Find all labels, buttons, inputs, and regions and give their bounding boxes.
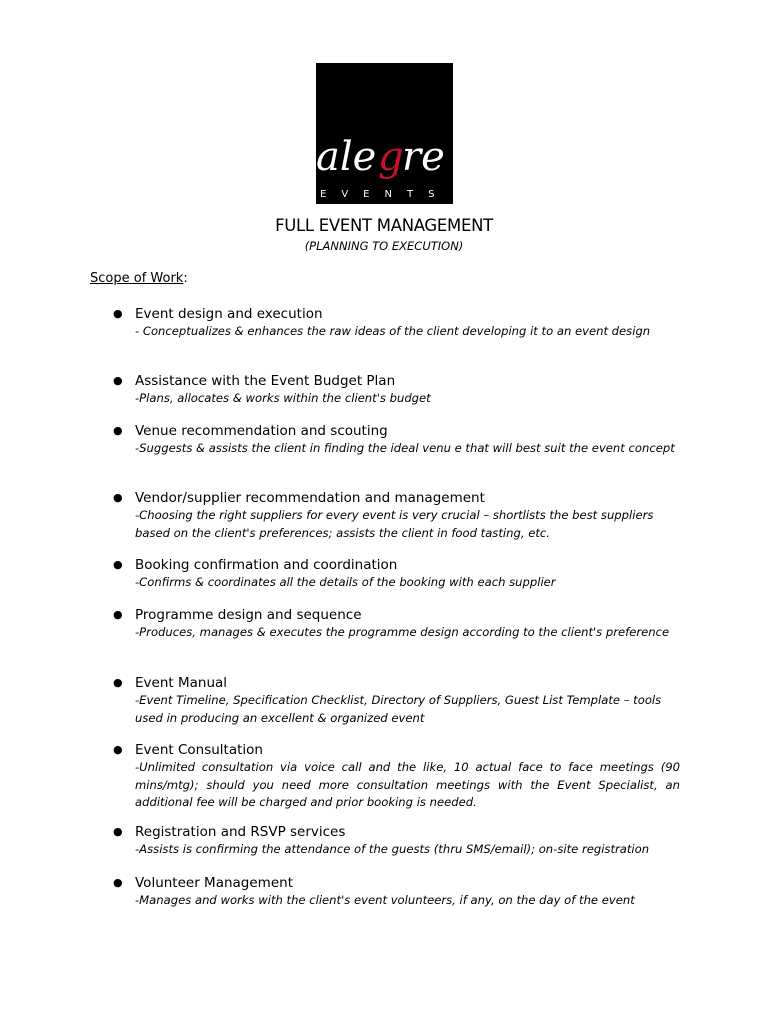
list-item — [113, 675, 680, 727]
list-item — [113, 875, 680, 910]
list-item — [113, 490, 680, 542]
item-title: Venue recommendation and scouting — [135, 423, 388, 439]
item-title: Event design and execution — [135, 306, 323, 322]
item-title: Programme design and sequence — [135, 607, 362, 623]
item-description: -Confirms & coordinates all the details of the booking with each supplier — [135, 575, 556, 589]
item-description: -Unlimited consultation via voice call and the like, 10 actual face to face meetings (90 mins/mtg); should you need more consultation meetings with the Event Specialist, an additional fee will be charged and prior booking is needed. — [135, 760, 680, 809]
scope-heading-text: Scope of Work — [90, 271, 184, 286]
item-title: Booking confirmation and coordination — [135, 557, 398, 573]
page-title: FULL EVENT MANAGEMENT — [275, 216, 493, 235]
list-item — [113, 607, 680, 642]
scope-heading-colon: : — [183, 271, 188, 286]
list-item — [113, 423, 680, 458]
bullet-icon: ● — [113, 825, 123, 838]
item-title: Assistance with the Event Budget Plan — [135, 373, 396, 389]
list-item — [113, 824, 680, 859]
list-item — [113, 373, 680, 408]
bullet-icon: ● — [113, 876, 123, 889]
item-description: -Manages and works with the client's event volunteers, if any, on the day of the event — [135, 893, 635, 907]
list-item — [113, 742, 680, 812]
item-title: Event Consultation — [135, 742, 263, 758]
logo-graphic — [316, 63, 453, 204]
bullet-icon: ● — [113, 743, 123, 756]
logo-wordmark-a-l-e: ale — [316, 134, 377, 180]
item-description: -Plans, allocates & works within the client's budget — [135, 391, 431, 405]
bullet-icon: ● — [113, 558, 123, 571]
item-description: -Event Timeline, Specification Checklist, Directory of Suppliers, Guest List Template – tools used in producing an excellent & organized event — [135, 693, 662, 725]
item-title: Vendor/supplier recommendation and management — [135, 490, 485, 506]
bullet-icon: ● — [113, 424, 123, 437]
bullet-icon: ● — [113, 676, 123, 689]
item-description: -Suggests & assists the client in finding the ideal venu e that will best suit the event concept — [135, 441, 675, 455]
item-description: -Choosing the right suppliers for every event is very crucial – shortlists the best suppliers based on the client's preferences; assists the client in food tasting, etc. — [135, 508, 654, 540]
item-description: - Conceptualizes & enhances the raw ideas of the client developing it to an event design — [135, 324, 651, 338]
bullet-icon: ● — [113, 307, 123, 320]
list-item — [113, 557, 680, 592]
logo-wordmark-r-e: re — [402, 134, 445, 180]
scope-heading — [90, 271, 188, 286]
item-description: -Produces, manages & executes the programme design according to the client's preference — [135, 625, 670, 639]
alegre-events-logo — [316, 63, 453, 204]
bullet-icon: ● — [113, 491, 123, 504]
page-subtitle: (PLANNING TO EXECUTION) — [304, 239, 464, 253]
logo-tagline: EVENTS — [320, 189, 450, 200]
logo-wordmark-g: g — [378, 134, 404, 180]
bullet-icon: ● — [113, 608, 123, 621]
item-title: Event Manual — [135, 675, 228, 691]
item-title: Registration and RSVP services — [135, 824, 346, 840]
bullet-icon: ● — [113, 374, 123, 387]
item-description: -Assists is confirming the attendance of the guests (thru SMS/email); on-site registration — [135, 842, 650, 856]
item-title: Volunteer Management — [135, 875, 293, 891]
list-item — [113, 306, 680, 341]
